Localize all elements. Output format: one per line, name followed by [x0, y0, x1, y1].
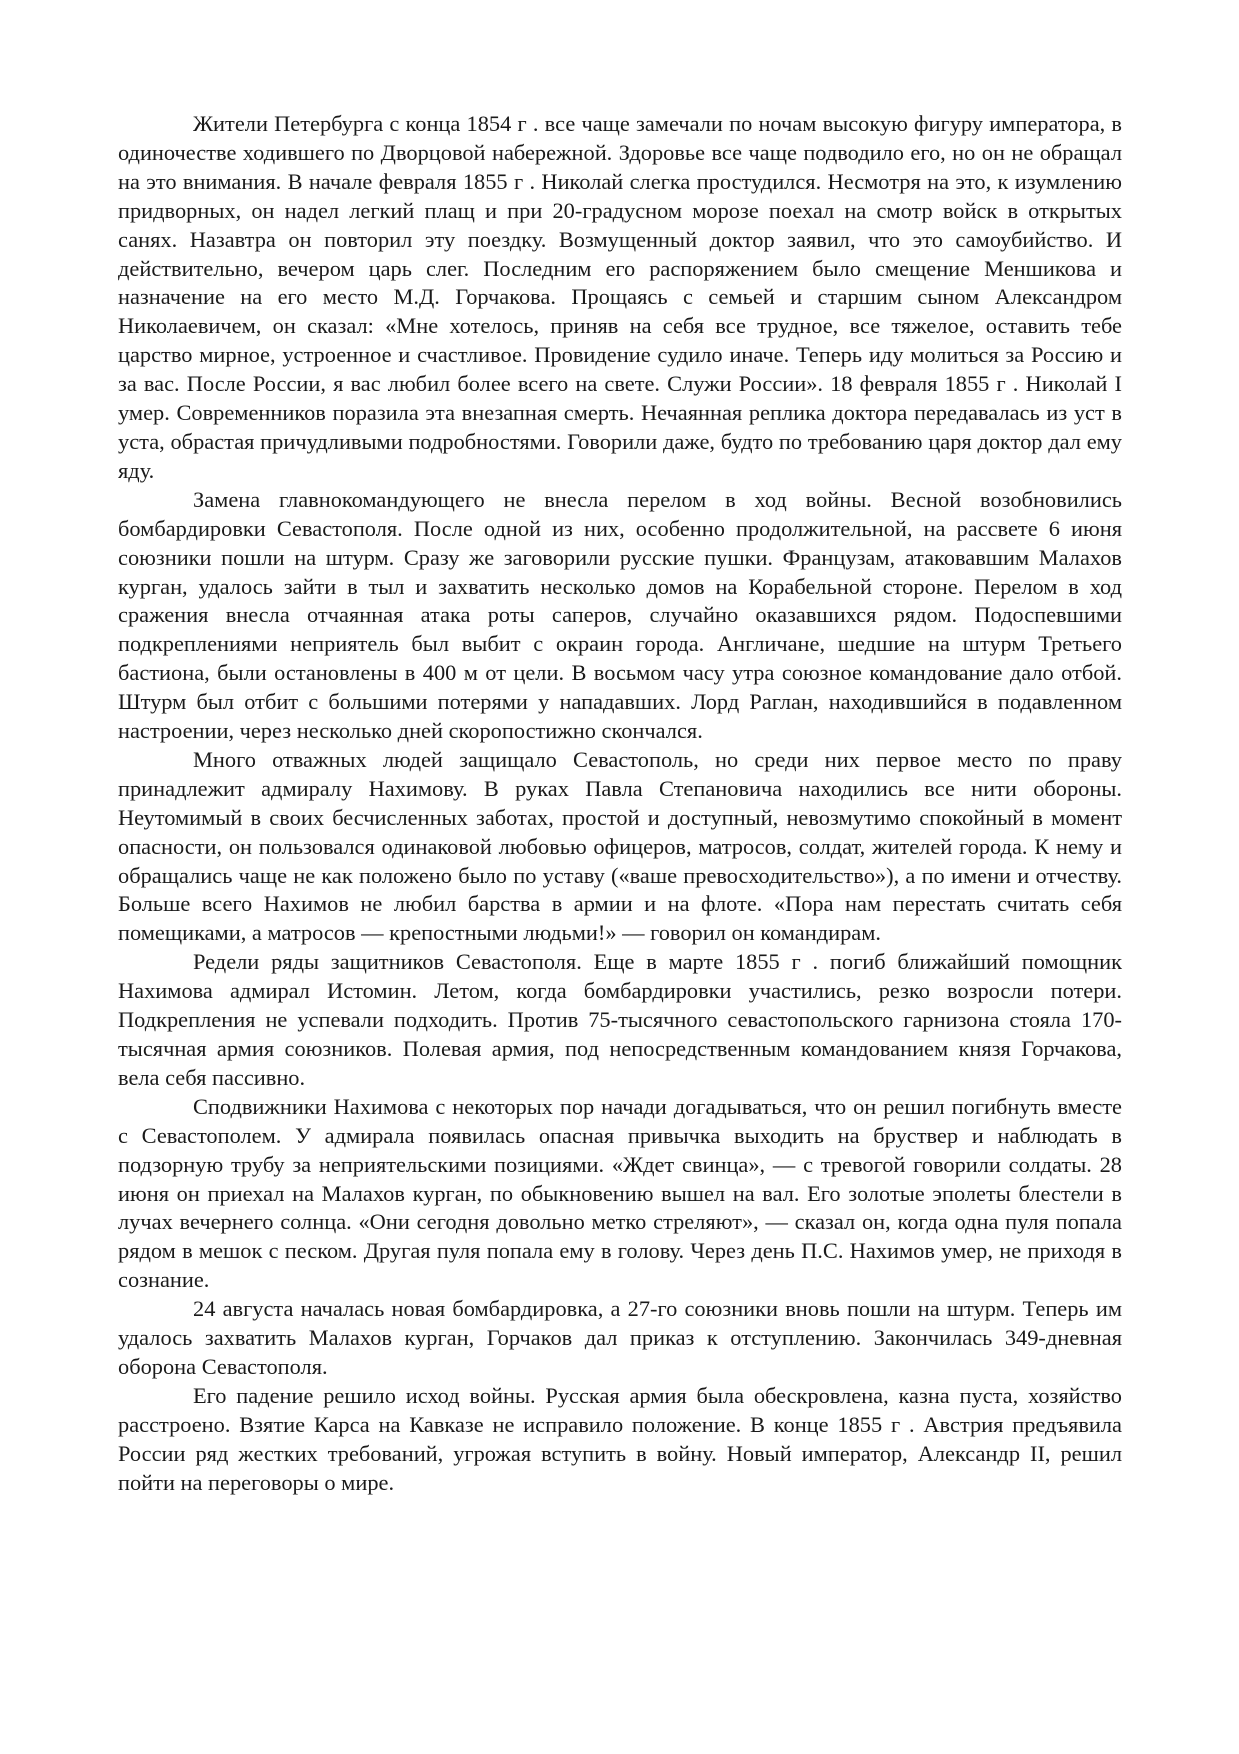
paragraph-5: Сподвижники Нахимова с некоторых пор начади догадываться, что он решил погибнуть вместе с Севастополем. У адмирала появилась опасная привычка выходить на бруствер и наблюдать в подзорную трубу за неприятельскими позициями. «Ждет свинца», — с тревогой говорили солдаты. 28 июня он приехал на Малахов курган, по обыкновению вышел на вал. Его золотые эполеты блестели в лучах вечернего солнца. «Они сегодня довольно метко стреляют», — сказал он, когда одна пуля попала рядом в мешок с песком. Другая пуля попала ему в голову. Через день П.С. Нахимов умер, не приходя в сознание.	[118, 1093, 1122, 1293]
paragraph-4: Редели ряды защитников Севастополя. Еще в марте 1855 г . погиб ближайший помощник Нахимова адмирал Истомин. Летом, когда бомбардировки участились, резко возросли потери. Подкрепления не успевали подходить. Против 75-тысячного севастопольского гарнизона стояла 170-тысячная армия союзников. Полевая армия, под непосредственным командованием князя Горчакова, вела себя пассивно.	[118, 949, 1122, 1090]
paragraph-6: 24 августа началась новая бомбардировка, а 27-го союзники вновь пошли на штурм. Теперь им удалось захватить Малахов курган, Горчаков дал приказ к отступлению. Закончилась 349-дневная оборона Севастополя.	[118, 1296, 1122, 1379]
paragraph-7: Его падение решило исход войны. Русская армия была обескровлена, казна пуста, хозяйство расстроено. Взятие Карса на Кавказе не исправило положение. В конце 1855 г . Австрия предъявила России ряд жестких требований, угрожая вступить в войну. Новый император, Александр II, решил пойти на переговоры о мире.	[118, 1382, 1122, 1495]
paragraph-1: Жители Петербурга с конца 1854 г . все чаще замечали по ночам высокую фигуру императора, в одиночестве ходившего по Дворцовой набережной. Здоровье все чаще подводило его, но он не обращал на это внимания. В начале февраля 1855 г . Николай слегка простудился. Несмотря на это, к изумлению придворных, он надел легкий плащ и при 20-градусном морозе поехал на смотр войск в открытых санях. Назавтра он повторил эту поездку. Возмущенный доктор заявил, что это самоубийство. И действительно, вечером царь слег. Последним его распоряжением было смещение Меншикова и назначение на его место М.Д. Горчакова. Прощаясь с семьей и старшим сыном Александром Николаевичем, он сказал: «Мне хотелось, приняв на себя все трудное, все тяжелое, оставить тебе царство мирное, устроенное и счастливое. Провидение судило иначе. Теперь иду молиться за Россию и за вас. После России, я вас любил более всего на свете. Служи России». 18 февраля 1855 г . Николай I умер. Современников поразила эта внезапная смерть. Нечаянная реплика доктора передавалась из уст в уста, обрастая причудливыми подробностями. Говорили даже, будто по требованию царя доктор дал ему яду.	[118, 111, 1122, 483]
paragraph-3: Много отважных людей защищало Севастополь, но среди них первое место по праву принадлежит адмиралу Нахимову. В руках Павла Степановича находились все нити обороны. Неутомимый в своих бесчисленных заботах, простой и доступный, невозмутимо спокойный в момент опасности, он пользовался одинаковой любовью офицеров, матросов, солдат, жителей города. К нему и обращались чаще не как положено было по уставу («ваше превосходительство»), а по имени и отчеству. Больше всего Нахимов не любил барства в армии и на флоте. «Пора нам перестать считать себя помещиками, а матросов — крепостными людьми!» — говорил он командирам.	[118, 746, 1122, 946]
paragraph-2: Замена главнокомандующего не внесла перелом в ход войны. Весной возобновились бомбардировки Севастополя. После одной из них, особенно продолжительной, на рассвете 6 июня союзники пошли на штурм. Сразу же заговорили русские пушки. Французам, атаковавшим Малахов курган, удалось зайти в тыл и захватить несколько домов на Корабельной стороне. Перелом в ход сражения внесла отчаянная атака роты саперов, случайно оказавшихся рядом. Подоспевшими подкреплениями неприятель был выбит с окраин города. Англичане, шедшие на штурм Третьего бастиона, были остановлены в 400 м от цели. В восьмом часу утра союзное командование дало отбой. Штурм был отбит с большими потерями у нападавших. Лорд Раглан, находившийся в подавленном настроении, через несколько дней скоропостижно скончался.	[118, 486, 1122, 744]
document-page	[118, 110, 1122, 1498]
